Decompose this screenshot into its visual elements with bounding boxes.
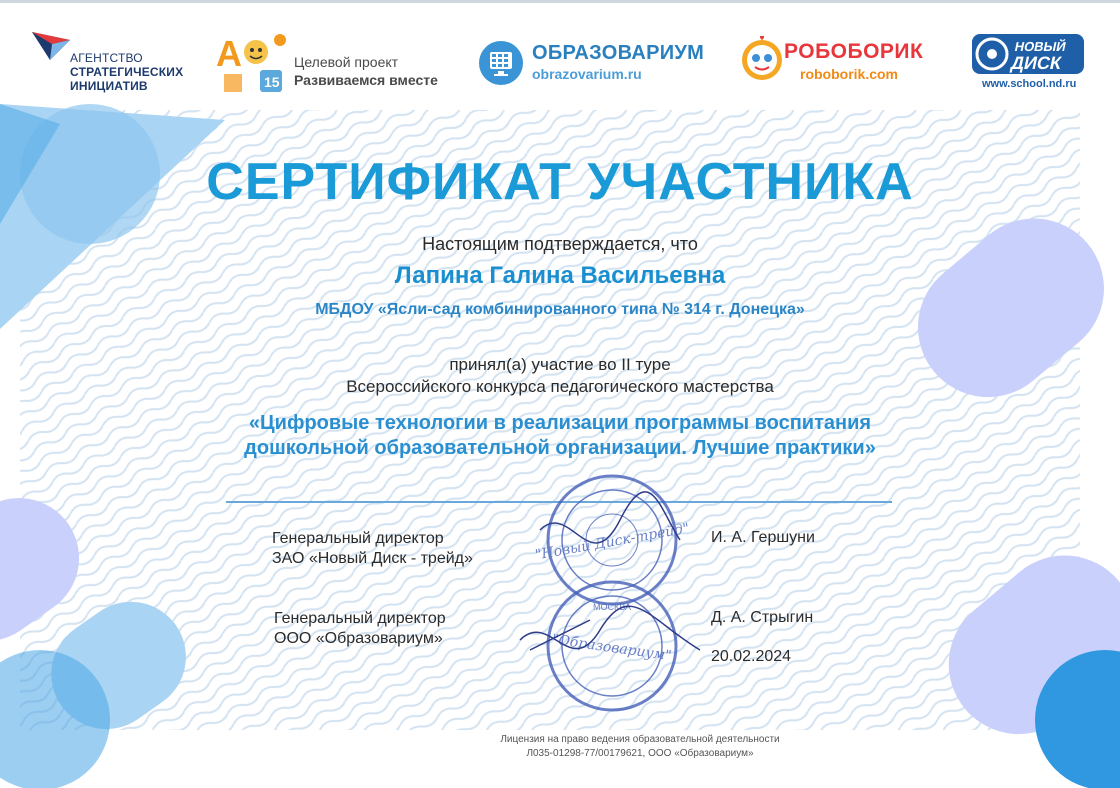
stamp2-text: "Образовариум": [550, 631, 673, 665]
target-project-line1: Целевой проект: [294, 54, 399, 70]
obrazovarium-logo: [478, 38, 718, 88]
signatory-1: [272, 529, 473, 569]
svg-text:А: А: [216, 33, 242, 74]
roboborik-robot-icon: [740, 36, 784, 86]
official-stamps: [500, 470, 730, 720]
confirm-text: Настоящим подтверждается, что: [422, 234, 698, 254]
issue-date: 20.02.2024: [711, 648, 792, 665]
novy-disk-line1: НОВЫЙ: [1013, 39, 1068, 54]
license-line1: Лицензия на право ведения образовательной деятельности: [500, 734, 780, 745]
signatory-1-company: ЗАО «Новый Диск - трейд»: [272, 550, 473, 567]
contest-name: Всероссийского конкурса педагогического мастерства: [346, 377, 774, 396]
roboborik-url: roboborik.com: [800, 66, 899, 82]
novy-disk-logo: [972, 32, 1092, 92]
signatory-2-company: ООО «Образовариум»: [274, 630, 443, 647]
signatory-2-title: Генеральный директор: [274, 610, 446, 627]
participant-organization: МБДОУ «Ясли-сад комбинированного типа № 314 г. Донецка»: [315, 301, 805, 318]
stamp2-city: МОСКВА: [593, 602, 631, 612]
decor-top-left-shape: [0, 104, 240, 334]
asi-arrow-icon: [30, 30, 74, 64]
asi-line1: АГЕНТСТВО: [70, 51, 143, 65]
signatory-2-name: Д. А. Стрыгин: [711, 609, 814, 626]
target-project-logo: [214, 30, 454, 94]
asi-logo: [30, 30, 200, 94]
novy-disk-icon: [972, 32, 1086, 76]
stamp1-text: "Новый Диск-трейд": [534, 520, 691, 564]
participation-text: принял(а) участие во II туре: [449, 355, 671, 374]
contest-theme-line1: «Цифровые технологии в реализации программы воспитания: [248, 412, 872, 434]
participant-name: Лапина Галина Васильевна: [394, 262, 726, 289]
roboborik-logo: [740, 34, 950, 90]
license-footer: [0, 733, 1120, 761]
certificate-title: СЕРТИФИКАТ УЧАСТНИКА: [206, 153, 914, 211]
novy-disk-url: www.school.nd.ru: [982, 78, 1077, 90]
contest-theme-line2: дошкольной образовательной организации. Лучшие практики»: [244, 437, 876, 459]
asi-line3: ИНИЦИАТИВ: [70, 79, 148, 93]
signatory-2: [274, 609, 446, 649]
roboborik-name: РОБОБОРИК: [784, 40, 924, 63]
license-line2: Л035-01298-77/00179621, ООО «Образовариум»: [526, 748, 754, 759]
obrazovarium-icon: [478, 40, 524, 86]
stamp-novy-disk: [534, 476, 691, 604]
obrazovarium-url: obrazovarium.ru: [532, 66, 642, 82]
signatory-1-title: Генеральный директор: [272, 530, 444, 547]
target-project-line2: Развиваемся вместе: [294, 72, 438, 88]
asi-line2: СТРАТЕГИЧЕСКИХ: [70, 65, 184, 79]
obrazovarium-name: ОБРАЗОВАРИУМ: [532, 42, 705, 64]
signatory-1-name: И. А. Гершуни: [711, 529, 815, 546]
novy-disk-line2: ДИСК: [1009, 53, 1064, 73]
header-logos: [0, 0, 1120, 104]
target-project-icon: [214, 30, 292, 94]
svg-text:15: 15: [264, 74, 280, 90]
contest-theme: [0, 411, 1120, 461]
